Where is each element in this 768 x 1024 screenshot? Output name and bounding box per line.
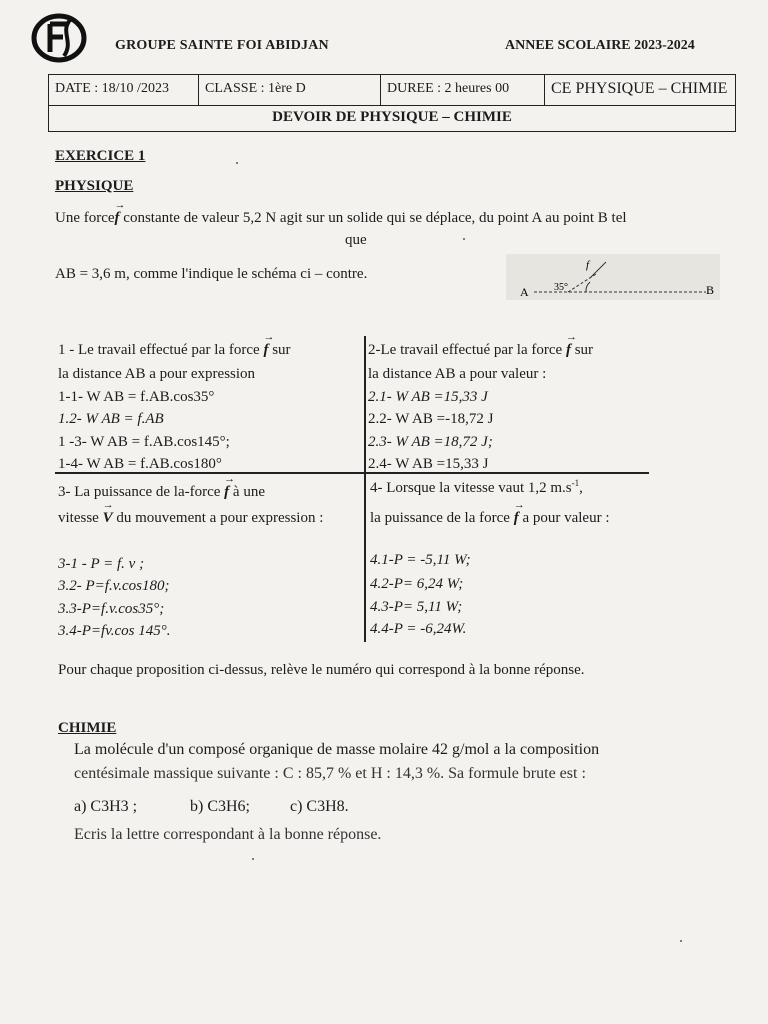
q3-line-1: 3- La puissance de la-force → f à une <box>58 484 265 501</box>
exercise-heading: EXERCICE 1 <box>55 148 146 164</box>
intro-ab: AB = 3,6 m, comme l'indique le schéma ci – contre. <box>55 266 368 282</box>
school-logo-icon <box>30 12 88 64</box>
q1-line-2: la distance AB a pour expression <box>58 366 256 382</box>
angle-label: 35° <box>554 282 568 293</box>
q2-option-2: 2.2- W AB =-18,72 J <box>368 411 494 427</box>
q3-option-1: 3-1 - P = f. v ; <box>58 556 145 572</box>
q2-option-4: 2.4- W AB =15,33 J <box>368 456 489 472</box>
chimie-instruction: Ecris la lettre correspondant à la bonne réponse. <box>74 826 382 843</box>
chimie-option-b: b) C3H6; <box>190 798 250 815</box>
school-year: ANNEE SCOLAIRE 2023-2024 <box>505 38 695 53</box>
exam-duration: DUREE : 2 heures 00 <box>381 75 545 105</box>
chimie-option-c: c) C3H8. <box>290 798 349 815</box>
q4-line-2: la puissance de la force → f a pour valeur : <box>370 510 610 527</box>
chimie-heading: CHIMIE <box>58 720 117 736</box>
header-table <box>48 74 736 132</box>
intro-que: que <box>345 232 367 248</box>
intro-line-1: Une force→ f constante de valeur 5,2 N agit sur un solide qui se déplace, du point A au point B tel <box>55 210 627 227</box>
q2-line-2: la distance AB a pour valeur : <box>368 366 547 382</box>
q4-option-1: 4.1-P = -5,11 W; <box>370 552 471 568</box>
q1-option-4: 1-4- W AB = f.AB.cos180° <box>58 456 222 472</box>
diagram-force-label: f <box>586 259 590 271</box>
force-vector-symbol: → f <box>115 210 120 227</box>
table-vertical-divider <box>364 336 366 642</box>
q4-option-3: 4.3-P= 5,11 W; <box>370 599 463 615</box>
q3-option-2: 3.2- P=f.v.cos180; <box>58 578 170 594</box>
velocity-vector-symbol: → V <box>103 510 113 527</box>
exam-title: DEVOIR DE PHYSIQUE – CHIMIE <box>272 109 512 125</box>
exam-subject: CE PHYSIQUE – CHIMIE <box>551 80 728 97</box>
point-b-label: B <box>706 283 715 297</box>
q3-option-3: 3.3-P=f.v.cos35°; <box>58 601 165 617</box>
q2-option-3: 2.3- W AB =18,72 J; <box>368 434 493 450</box>
exam-class: CLASSE : 1ère D <box>199 75 381 105</box>
chimie-line-1: La molécule d'un composé organique de masse molaire 42 g/mol a la composition <box>74 741 600 758</box>
instruction-physique: Pour chaque proposition ci-dessus, relève le numéro qui correspond à la bonne réponse. <box>58 662 585 678</box>
q1-option-2: 1.2- W AB = f.AB <box>58 411 164 427</box>
chimie-line-2: centésimale massique suivante : C : 85,7 % et H : 14,3 %. Sa formule brute est : <box>74 765 586 782</box>
q4-option-2: 4.2-P= 6,24 W; <box>370 576 464 592</box>
physique-heading: PHYSIQUE <box>55 178 134 194</box>
force-diagram <box>506 254 720 300</box>
q4-line-1: 4- Lorsque la vitesse vaut 1,2 $m.s^{-1}$, <box>370 478 583 496</box>
school-name: GROUPE SAINTE FOI ABIDJAN <box>115 38 329 53</box>
point-a-label: A <box>520 285 529 299</box>
q2-option-1: 2.1- W AB =15,33 J <box>368 389 488 405</box>
exam-date: DATE : 18/10 /2023 <box>49 75 199 105</box>
q3-line-2: vitesse → V du mouvement a pour expression : <box>58 510 323 527</box>
q1-option-1: 1-1- W AB = f.AB.cos35° <box>58 389 215 405</box>
chimie-option-a: a) C3H3 ; <box>74 798 138 815</box>
q3-option-4: 3.4-P=fv.cos 145°. <box>58 623 171 639</box>
q1-line-1: 1 - Le travail effectué par la force → f sur <box>58 342 291 359</box>
q4-option-4: 4.4-P = -6,24W. <box>370 621 467 637</box>
q2-line-1: 2-Le travail effectué par la force → f sur <box>368 342 593 359</box>
q1-option-3: 1 -3- W AB = f.AB.cos145°; <box>58 434 230 450</box>
